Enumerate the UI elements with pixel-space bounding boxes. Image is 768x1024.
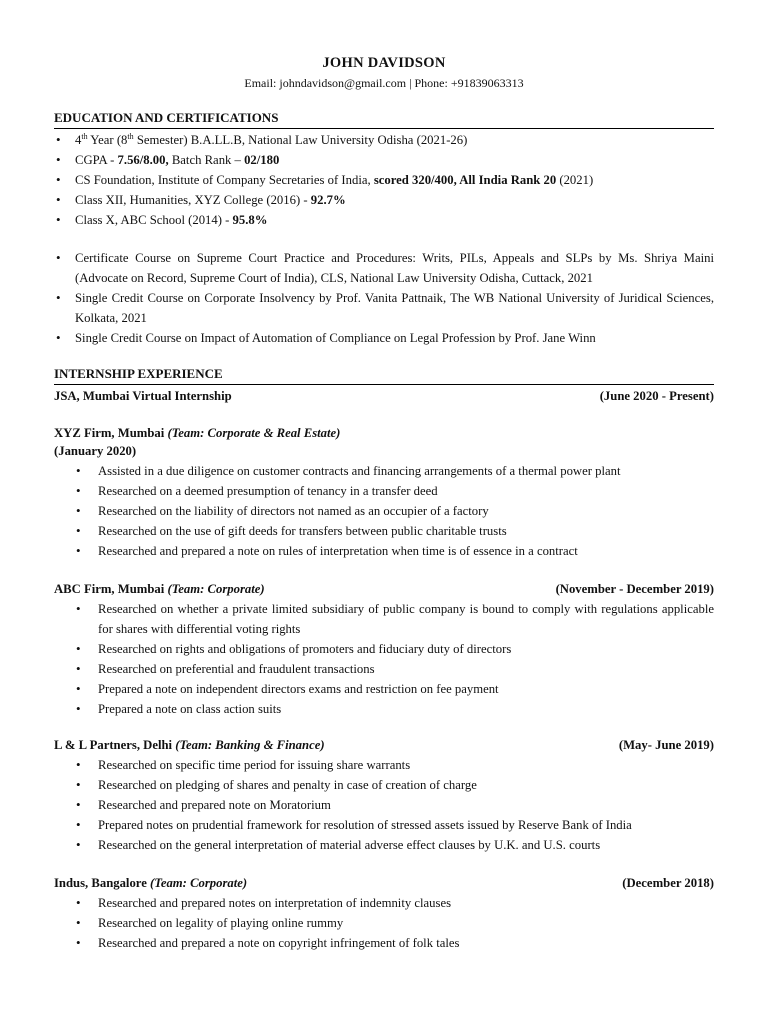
team-label: (Team: Corporate & Real Estate) <box>167 426 341 440</box>
firm-name: XYZ Firm, Mumbai <box>54 426 168 440</box>
education-list <box>54 130 714 230</box>
internship-dates: (May- June 2019) <box>618 738 714 752</box>
internship-indus <box>54 874 714 892</box>
internship-abc <box>54 580 714 598</box>
internship-jsa <box>54 387 714 405</box>
list-item: • Researched on legality of playing online rummy <box>54 913 714 933</box>
internship-dates: (January 2020) <box>54 444 137 458</box>
internship-dates: (June 2020 - Present) <box>599 389 714 403</box>
list-item: • Single Credit Course on Corporate Insolvency by Prof. Vanita Pattnaik, The WB National University of Juridical Sciences, Kolkata, 2021 <box>54 288 714 328</box>
list-item: • Researched and prepared a note on copyright infringement of folk tales <box>54 933 714 953</box>
internship-dates: (November - December 2019) <box>555 582 714 596</box>
candidate-name: JOHN DAVIDSON <box>322 55 446 71</box>
list-item: • Class X, ABC School (2014) - 95.8% <box>54 210 714 230</box>
list-item: • Researched on specific time period for issuing share warrants <box>54 755 714 775</box>
contact-line: Email: johndavidson@gmail.com | Phone: +91839063313 <box>244 76 524 90</box>
list-item: • Researched on the general interpretation of material adverse effect clauses by U.K. and U.S. courts <box>54 835 714 855</box>
internship-xyz <box>54 424 714 442</box>
certification-list <box>54 248 714 348</box>
list-item: • Prepared a note on independent directors exams and restriction on fee payment <box>54 679 714 699</box>
list-item: • Prepared a note on class action suits <box>54 699 714 719</box>
list-item: • CS Foundation, Institute of Company Secretaries of India, scored 320/400, All India Rank 20 (2021) <box>54 170 714 190</box>
firm-name: Indus, Bangalore <box>54 876 151 890</box>
firm-name: JSA, Mumbai Virtual Internship <box>54 389 232 403</box>
team-label: (Team: Corporate) <box>167 582 265 596</box>
list-item: • Researched on the liability of directors not named as an occupier of a factory <box>54 501 714 521</box>
list-item: • Researched on whether a private limited subsidiary of public company is bound to comply with regulations applicable for shares with differential voting rights <box>54 599 714 639</box>
list-item: • Researched on the use of gift deeds for transfers between public charitable trusts <box>54 521 714 541</box>
list-item: • Researched on pledging of shares and penalty in case of creation of charge <box>54 775 714 795</box>
list-item: • Researched on a deemed presumption of tenancy in a transfer deed <box>54 481 714 501</box>
internship-heading: INTERNSHIP EXPERIENCE <box>54 366 714 385</box>
list-item: • CGPA - 7.56/8.00, Batch Rank – 02/180 <box>54 150 714 170</box>
team-label: (Team: Corporate) <box>150 876 248 890</box>
list-item: • 4th Year (8th Semester) B.A.LL.B, National Law University Odisha (2021-26) <box>54 130 714 150</box>
team-label: (Team: Banking & Finance) <box>175 738 325 752</box>
abc-task-list <box>54 599 714 719</box>
list-item: • Class XII, Humanities, XYZ College (2016) - 92.7% <box>54 190 714 210</box>
list-item: • Assisted in a due diligence on customer contracts and financing arrangements of a thermal power plant <box>54 461 714 481</box>
education-heading: EDUCATION AND CERTIFICATIONS <box>54 110 714 129</box>
list-item: • Researched on rights and obligations of promoters and fiduciary duty of directors <box>54 639 714 659</box>
list-item: • Researched and prepared a note on rules of interpretation when time is of essence in a contract <box>54 541 714 561</box>
internship-dates: (December 2018) <box>622 876 714 890</box>
list-item: • Single Credit Course on Impact of Automation of Compliance on Legal Profession by Prof. Jane Winn <box>54 328 714 348</box>
firm-name: ABC Firm, Mumbai <box>54 582 168 596</box>
ll-task-list <box>54 755 714 855</box>
list-item: • Certificate Course on Supreme Court Practice and Procedures: Writs, PILs, Appeals and SLPs by Ms. Shriya Maini (Advocate on Record, Supreme Court of India), CLS, National Law University Odisha, Cuttack, 2021 <box>54 248 714 288</box>
list-item: • Researched and prepared note on Moratorium <box>54 795 714 815</box>
indus-task-list <box>54 893 714 953</box>
list-item: • Researched on preferential and fraudulent transactions <box>54 659 714 679</box>
firm-name: L & L Partners, Delhi <box>54 738 176 752</box>
list-item: • Prepared notes on prudential framework for resolution of stressed assets issued by Reserve Bank of India <box>54 815 714 835</box>
list-item: • Researched and prepared notes on interpretation of indemnity clauses <box>54 893 714 913</box>
xyz-task-list <box>54 461 714 561</box>
internship-ll <box>54 736 714 754</box>
